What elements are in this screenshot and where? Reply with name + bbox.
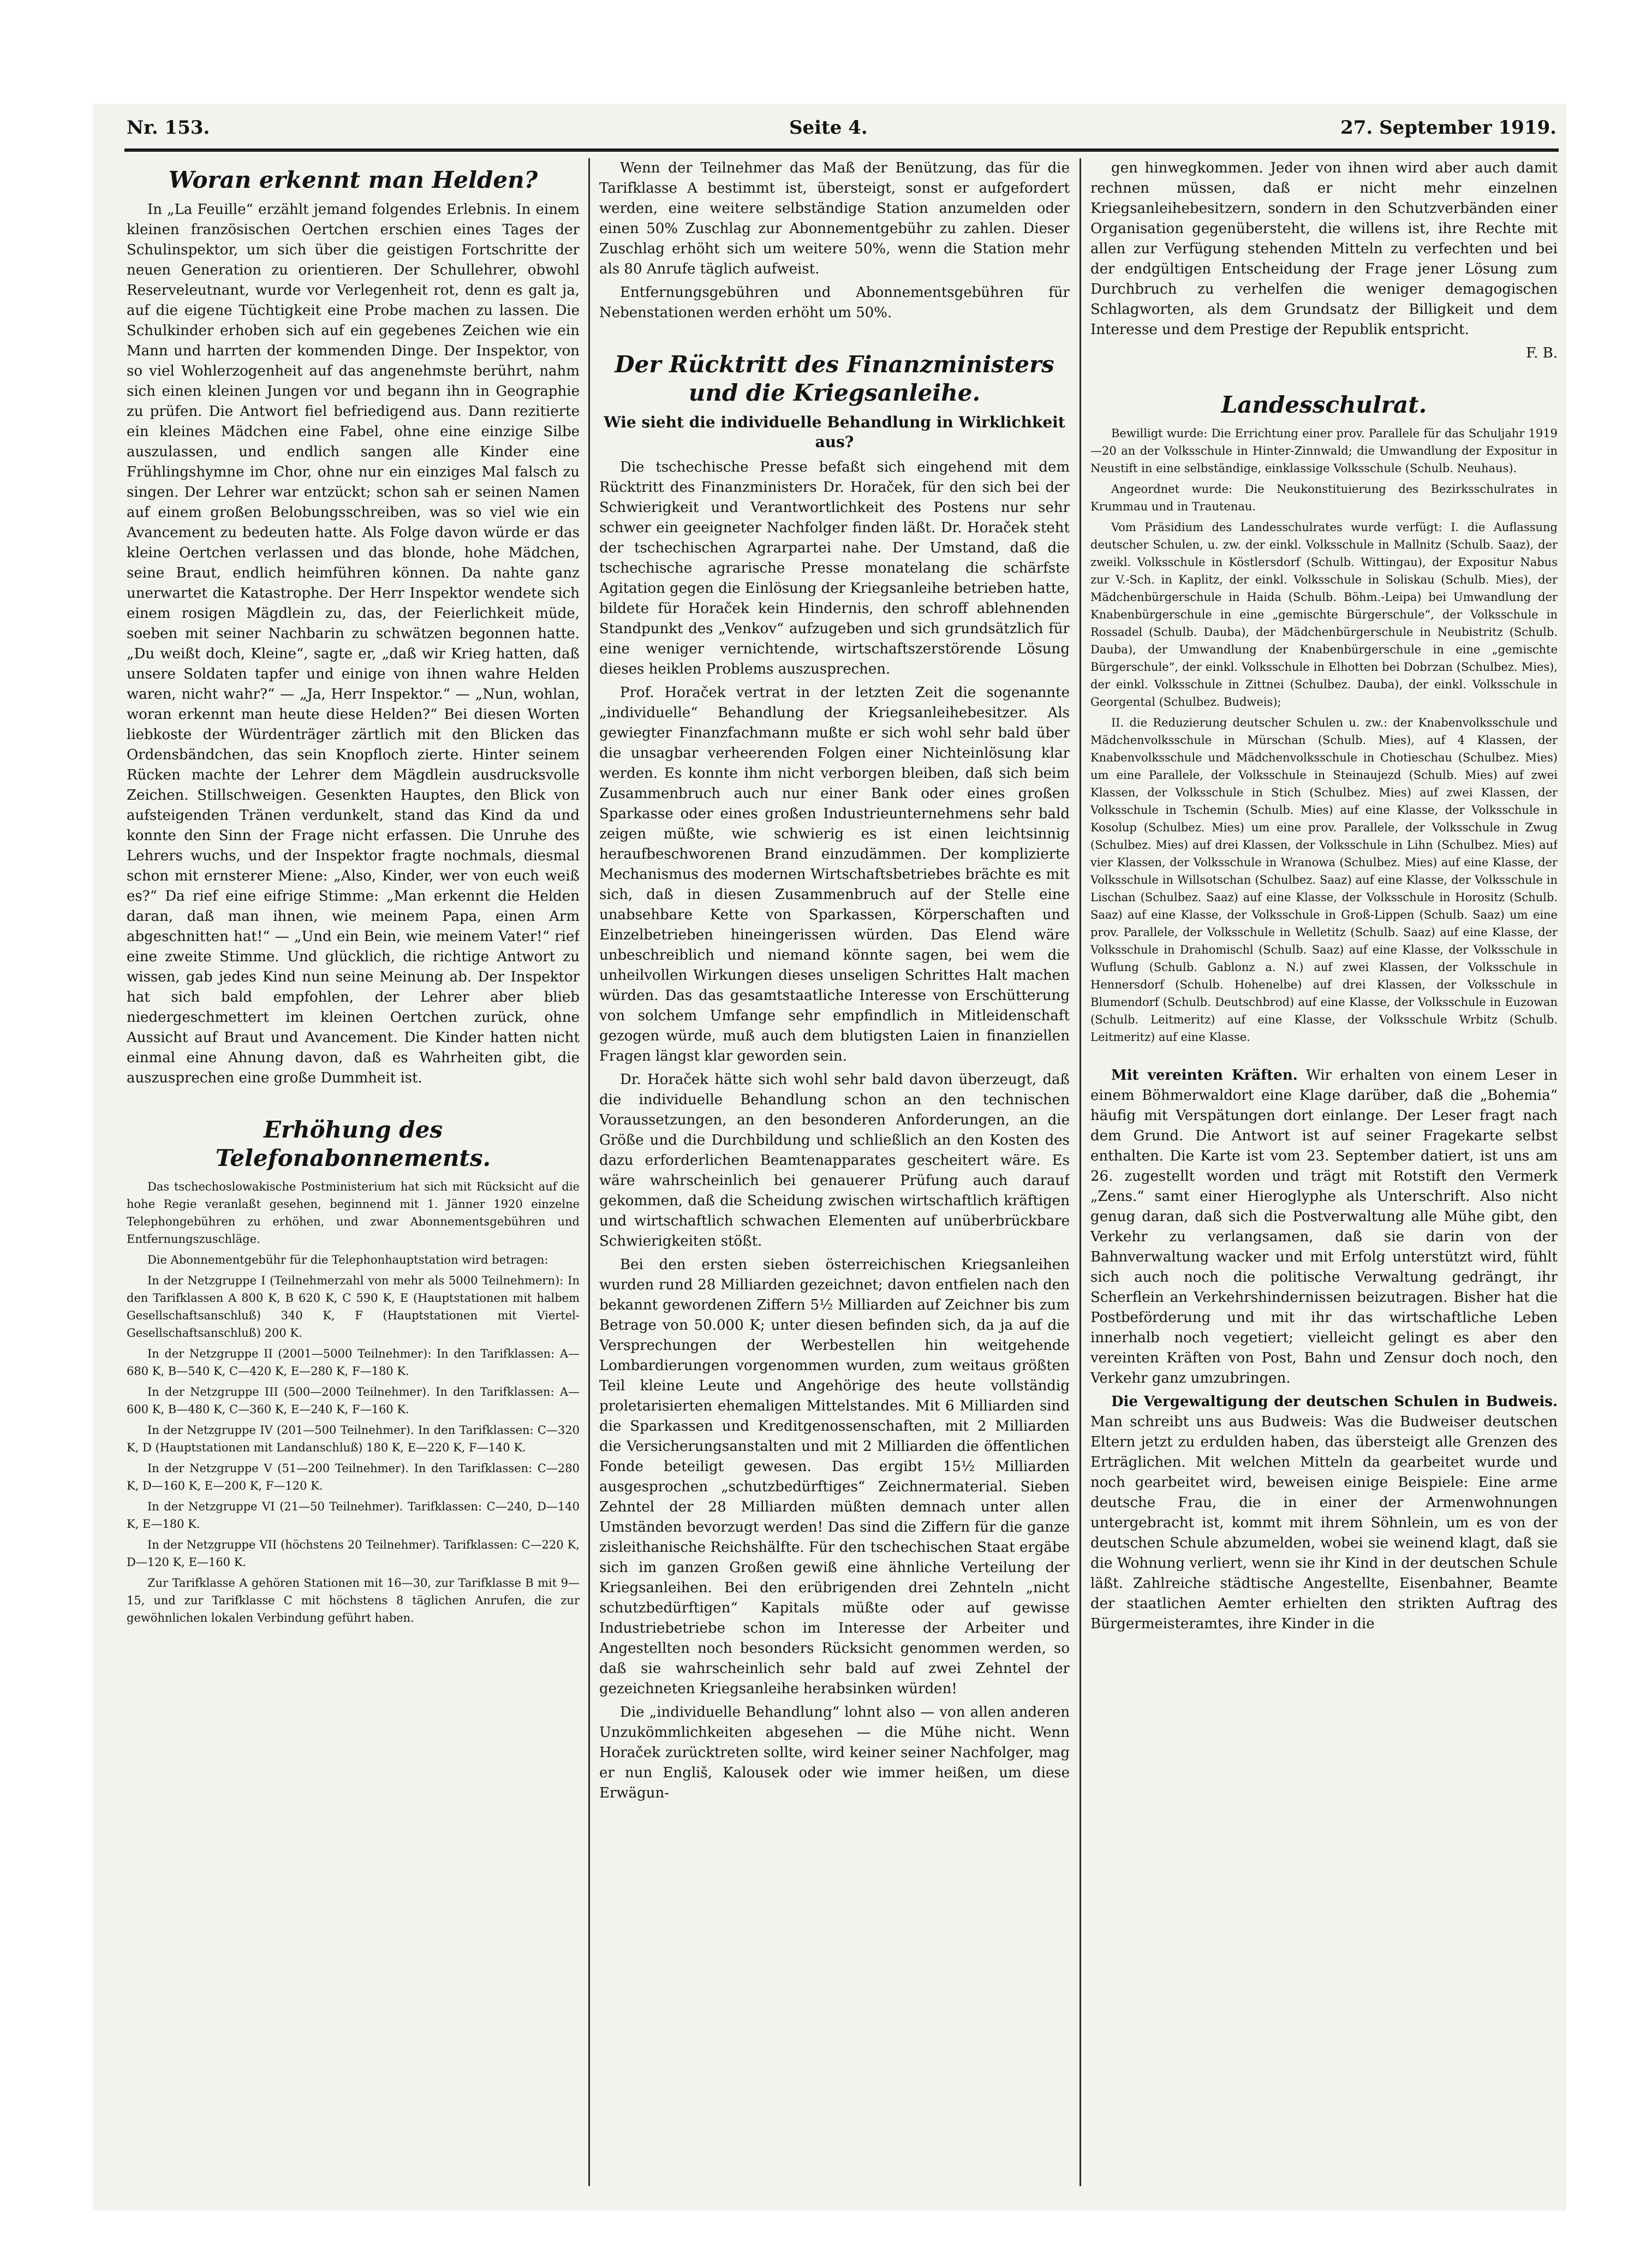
news-lead: Die Vergewaltigung der deutschen Schulen in Budweis.	[1111, 1394, 1558, 1410]
column-1	[127, 158, 580, 2186]
article-paragraph: In der Netzgruppe V (51—200 Teilnehmer). In den Tarifklassen: C—280 K, D—160 K, E—200 K, F—120 K.	[127, 1462, 580, 1492]
article-paragraph: Die Abonnementgebühr für die Telephonhauptstation wird betragen:	[147, 1253, 548, 1266]
article-paragraph: Entfernungsgebühren und Abonnementsgebühren für Nebenstationen werden erhöht um 50%.	[599, 284, 1070, 321]
article-paragraph: In der Netzgruppe VII (höchstens 20 Teilnehmer). Tarifklassen: C—220 K, D—120 K, E—160 K.	[127, 1538, 580, 1569]
article-paragraph: Die tschechische Presse befaßt sich eingehend mit dem Rücktritt des Finanzministers Dr. Horaček, für den sich bei der Schwierigkeit und Verantwortlichkeit des Postens nur sehr schwer ein geeigneter Nachfolger finden läßt. Dr. Horaček steht der tschechischen Agrarpartei nahe. Der Umstand, daß die tschechische agrarische Presse monatelang die schärfste Agitation gegen die Einlösung der Kriegsanleihe betrieben hatte, bildete für Horaček kein Hindernis, den schroff ablehnenden Standpunkt des „Venkov“ aufzugeben und sich grundsätzlich für eine weniger vernichtende, wirtschaftszerstörende Lösung dieses heiklen Problems auszusprechen.	[599, 459, 1070, 677]
article-paragraph: Bei den ersten sieben österreichischen Kriegsanleihen wurden rund 28 Milliarden gezeichnet; davon entfielen nach den bekannt gewordenen Ziffern 5½ Milliarden auf Zeichner bis zum Betrage von 50.000 K; unter diesen befinden sich, da ja auf die Versprechungen der Werbestellen hin weitgehende Lombardierungen vorgenommen wurden, zum weitaus größten Teil kleine Leute und Angehörige des heute vollständig proletarisierten ehemaligen Mittelstandes. Mit 6 Milliarden sind die Sparkassen und Kreditgenossenschaften, mit 2 Milliarden die Versicherungsanstalten und mit 2 Milliarden die öffentlichen Fonde beteiligt gewesen. Das ergibt 15½ Milliarden ausgesprochen „schutzbedürftiges“ Zeichnermaterial. Sieben Zehntel der 28 Milliarden müßten demnach unter allen Umständen bevorzugt werden! Das sind die Ziffern für die ganze zisleithanische Reichshälfte. Für den tschechischen Staat ergäbe sich im ganzen Großen gewiß eine ähnliche Verteilung der Kriegsanleihen. Bei den erübrigenden drei Zehnteln „nicht schutzbedürftigen“ Kapitals müßte oder auf gewisse Industriebetriebe schon im Interesse der Arbeiter und Angestellten noch besonders Rücksicht genommen werden, so daß sie wahrscheinlich sehr bald auf zwei Zehntel der gezeichneten Kriegsanleihe herabsinken würden!	[599, 1257, 1070, 1697]
column-2	[599, 158, 1070, 2186]
article-paragraph: Das tschechoslowakische Postministerium hat sich mit Rücksicht auf die hohe Regie veranlaßt gesehen, beginnend mit 1. Jänner 1920 einzelne Telephongebühren zu erhöhen, und zwar Abonnementsgebühren und Entfernungszuschläge.	[127, 1180, 580, 1246]
article-title: Der Rücktritt des Finanzministers und die Kriegsanleihe.	[615, 351, 1054, 406]
article-subtitle: Wie sieht die individuelle Behandlung in Wirklichkeit aus?	[604, 413, 1065, 451]
news-item	[1090, 1065, 1558, 1389]
article-paragraph: Bewilligt wurde: Die Errichtung einer prov. Parallele für das Schuljahr 1919—20 an der Volksschule in Hinter-Zinnwald; die Umwandlung der Expositur in Neustift in eine selbständige, einklassige Volksschule (Schulb. Neuhaus).	[1090, 427, 1558, 475]
column-3	[1090, 158, 1558, 2186]
news-body: Man schreibt uns aus Budweis: Was die Budweiser deutschen Eltern jetzt zu erdulden haben, das übersteigt alle Grenzen des Erträglichen. Mit welchen Mitteln da gearbeitet wurde und noch gearbeitet wird, beweisen einige Beispiele: Eine arme deutsche Frau, die in einer der Armenwohnungen untergebracht ist, kommt mit ihrem Söhnlein, um es von der deutschen Schule abzumelden, wobei sie weinend klagt, daß sie die Wohnung verliert, wenn sie ihr Kind in der deutschen Schule läßt. Zahlreiche städtische Angestellte, Eisenbahner, Beamte der staatlichen Aemter erhielten den strikten Auftrag des Bürgermeisteramtes, ihre Kinder in die	[1090, 1414, 1558, 1632]
article-paragraph: Vom Präsidium des Landesschulrates wurde verfügt: I. die Auflassung deutscher Schulen, u. zw. der einkl. Volksschule in Mallnitz (Schulb. Saaz), der zweikl. Volksschule in Köstlersdorf (Schulb. Wittingau), der Expositur Nabus zur V.-Sch. in Kaplitz, der einkl. Volksschule in Soliskau (Schulb. Mies), der Mädchenbürgerschule in Haida (Schulb. Böhm.-Leipa) bei Umwandlung der Knabenbürgerschule in eine „gemischte Bürgerschule“, der Volksschule in Rossadel (Schulb. Dauba), der Mädchenbürgerschule in Neubistritz (Schulb. Dauba), der Umwandlung der Knabenbürgerschule in eine „gemischte Bürgerschule“, der einkl. Volksschule in Elhotten bei Dobrzan (Schulbez. Mies), der einkl. Volksschule in Zittnei (Schulbez. Dauba), der einkl. Volksschule in Georgental (Schulbez. Budweis);	[1090, 521, 1558, 709]
article-paragraph: gen hinwegkommen. Jeder von ihnen wird aber auch damit rechnen müssen, daß er nicht mehr einzelnen Kriegsanleihebesitzern, sondern in den Schutzverbänden einer Organisation gegenübersteht, die willens ist, ihre Rechte mit allen zur Verfügung stehenden Mitteln zu verfechten und bei der endgültigen Entscheidung der Frage jener Lösung zum Durchbruch zu verhelfen die weniger demagogischen Schlagworten, als dem Grundsatz der Billigkeit und dem Interesse und dem Prestige der Republik entspricht.	[1090, 160, 1558, 338]
article-paragraph: Die „individuelle Behandlung“ lohnt also — von allen anderen Unzukömmlichkeiten abgesehen — die Mühe nicht. Wenn Horaček zurücktreten sollte, wird keiner seiner Nachfolger, mag er nun Engliš, Kalousek oder wie immer heißen, um diese Erwägun-	[599, 1704, 1070, 1801]
header-rule	[124, 148, 1559, 152]
author-signature: F. B.	[1526, 345, 1558, 361]
issue-number: Nr. 153.	[127, 117, 210, 139]
article-paragraph: Zur Tarifklasse A gehören Stationen mit 16—30, zur Tarifklasse B mit 9—15, und zur Tarifklasse C mit höchstens 8 täglichen Anrufen, die zur gewöhnlichen lokalen Verbindung geführt haben.	[127, 1576, 580, 1624]
article-paragraph: In der Netzgruppe III (500—2000 Teilnehmer). In den Tarifklassen: A—600 K, B—480 K, C—360 K, E—240 K, F—160 K.	[127, 1385, 580, 1416]
article-paragraph: II. die Reduzierung deutscher Schulen u. zw.: der Knabenvolksschule und Mädchenvolksschule in Mürschan (Schulb. Mies), auf 4 Klassen, der Knabenvolksschule und Mädchenvolksschule in Chotieschau (Schulbez. Mies) um eine Parallele, der Volksschule in Steinaujezd (Schulb. Mies) auf zwei Klassen, der Volksschule in Stich (Schulbez. Mies) auf zwei Klassen, der Volksschule in Tschemin (Schulb. Mies) auf eine Klasse, der Volksschule in Kosolup (Schulbez. Mies) um eine prov. Parallele, der Volksschule in Zwug (Schulbez. Mies) auf drei Klassen, der Volksschule in Lihn (Schulbez. Mies) auf vier Klassen, der Volksschule in Wranowa (Schulbez. Mies) auf eine Klasse, der Volksschule in Willsotschan (Schulbez. Saaz) auf eine Klasse, der Volksschule in Lischan (Schulbez. Saaz) auf eine Klasse, der Volksschule in Horositz (Schulb. Saaz) auf eine Klasse, der Volksschule in Groß-Lippen (Schulb. Saaz) um eine prov. Parallele, der Volksschule in Welletitz (Schulb. Saaz) auf eine Klasse, der Volksschule in Drahomischl (Schulb. Saaz) auf eine Klasse, der Volksschule in Wuflung (Schulb. Gablonz a. N.) auf zwei Klassen, der Volksschule in Hennersdorf (Schulb. Hohenelbe) auf drei Klassen, der Volksschule in Blumendorf (Schulb. Deutschbrod) auf eine Klasse, der Volksschule in Euzowan (Schulb. Leitmeritz) auf eine Klasse, der Volksschule Wrbitz (Schulb. Leitmeritz) auf eine Klasse.	[1090, 716, 1558, 1044]
article-paragraph: In der Netzgruppe IV (201—500 Teilnehmer). In den Tarifklassen: C—320 K, D (Hauptstationen mit Landanschluß) 180 K, E—220 K, F—140 K.	[127, 1424, 580, 1454]
issue-date: 27. September 1919.	[1340, 117, 1557, 139]
news-item	[1090, 1392, 1558, 1634]
page-number: Seite 4.	[789, 117, 868, 139]
article-title: Landesschulrat.	[1221, 391, 1427, 418]
article-paragraph: In „La Feuille“ erzählt jemand folgendes Erlebnis. In einem kleinen französischen Oertchen erschien eines Tages der Schulinspektor, um sich über die geistigen Fortschritte der neuen Generation zu orientieren. Der Schullehrer, obwohl Reserveleutnant, wurde vor Verlegenheit rot, denn es galt ja, auf die eigene Tüchtigkeit eine Probe machen zu lassen. Die Schulkinder erhoben sich auf ein gegebenes Zeichen wie ein Mann und harrten der kommenden Dinge. Der Inspektor, von so viel Wohlerzogenheit auf das angenehmste berührt, nahm sich einen kleinen Jungen vor und begann ihn in Geographie zu prüfen. Die Antwort fiel befriedigend aus. Dann rezitierte ein kleines Mädchen eine Fabel, ohne eine einzige Silbe auszulassen, und endlich sangen alle Kinder eine Frühlingshymne im Chor, ohne nur ein einziges Mal falsch zu singen. Der Lehrer war entzückt; schon sah er seinen Namen auf einem großen Belobungsschreiben, was so viel wie ein Avancement zu bedeuten hatte. Als Folge davon würde er das kleine Oertchen verlassen und das blonde, hohe Mädchen, seine Braut, endlich heimführen können. Da nahte ganz unerwartet die Katastrophe. Der Herr Inspektor wendete sich einem rosigen Mägdlein zu, das, der Feierlichkeit müde, soeben mit seiner Nachbarin zu schwätzen begonnen hatte. „Du weißt doch, Kleine“, sagte er, „daß wir Krieg hatten, daß unsere Soldaten tapfer und einige von ihnen wahre Helden waren, nicht wahr?“ — „Ja, Herr Inspektor.“ — „Nun, wohlan, woran erkennt man heute diese Helden?“ Bei diesen Worten liebkoste der Würdenträger zärtlich mit den Blicken das Ordensbändchen, das sein Knopfloch zierte. Hinter seinem Rücken machte der Lehrer dem Mägdlein ausdrucksvolle Zeichen. Stillschweigen. Gesenkten Hauptes, den Blick von aufsteigenden Tränen verdunkelt, stand das Kind da und konnte den Sinn der Frage nicht erfassen. Die Unruhe des Lehrers wuchs, und der Inspektor fragte nochmals, diesmal schon mit ernsterer Miene: „Also, Kinder, wer von euch weiß es?“ Da rief eine eifrige Stimme: „Man erkennt die Helden daran, daß man ihnen, wie meinem Papa, einen Arm abgeschnitten hat!“ — „Und ein Bein, wie meinem Vater!“ rief eine zweite Stimme. Und glücklich, die richtige Antwort zu wissen, gab jedes Kind nun seine Meinung ab. Der Inspektor hat sich bald empfohlen, der Lehrer aber blieb niedergeschmettert im kleinen Oertchen zurück, ohne Aussicht auf Braut und Avancement. Die Kinder hatten nicht einmal eine Ahnung davon, daß es Wahrheiten gibt, die auszusprechen eine große Dummheit ist.	[127, 201, 580, 1086]
article-title: Woran erkennt man Helden?	[168, 166, 538, 193]
page-header	[127, 117, 1557, 150]
article-paragraph: In der Netzgruppe VI (21—50 Teilnehmer). Tarifklassen: C—240, D—140 K, E—180 K.	[127, 1500, 580, 1531]
column-divider	[588, 158, 590, 2186]
news-body: Wir erhalten von einem Leser in einem Böhmerwaldort eine Klage darüber, daß die „Bohemia“ häufig mit Verspätungen dort einlange. Der Leser fragt nach dem Grund. Die Antwort ist auf seiner Fragekarte selbst enthalten. Die Karte ist vom 23. September datiert, ist uns am 26. zugestellt worden und trägt mit Rotstift den Vermerk „Zens.“ samt einer Hieroglyphe als Unterschrift. Also nicht genug daran, daß sich die Postverwaltung alle Mühe gibt, den Verkehr zu verlangsamen, daß sie darin von der Bahnverwaltung wacker und mit Erfolg unterstützt wird, fühlt sich auch noch die politische Verwaltung gedrängt, ihr Scherflein an Verkehrshindernissen beizutragen. Bisher hat die Postbeförderung und mit ihr das wirtschaftliche Leben innerhalb noch vegetiert; vielleicht gelingt es aber den vereinten Kräften von Post, Bahn und Zensur doch noch, den Verkehr ganz umzubringen.	[1090, 1067, 1558, 1386]
article-paragraph: Prof. Horaček vertrat in der letzten Zeit die sogenannte „individuelle“ Behandlung der Kriegsanleihebesitzer. Als gewiegter Finanzfachmann mußte er sich wohl sehr bald über die unsagbar verheerenden Folgen einer Nichteinlösung klar werden. Es konnte ihm nicht verborgen bleiben, daß sich beim Zusammenbruch auch nur einer Bank oder eines großen Sparkasse oder eines großen Industrieunternehmens sehr bald zeigen müßte, wie schwierig es ist einen leichtsinnig heraufbeschworenen Brand einzudämmen. Der komplizierte Mechanismus des modernen Wirtschaftsbetriebes brächte es mit sich, daß in diesen Zusammenbruch auf der Stelle eine unabsehbare Kette von Sparkassen, Körperschaften und Einzelbetrieben hineingerissen würden. Das Elend wäre unbeschreiblich und niemand könnte sagen, bei wem die unheilvollen Wirkungen dieses unseligen Schrittes Halt machen würden. Das das gesamtstaatliche Interesse von Erschütterung von solchem Umfange sehr empfindlich in Mitleidenschaft gezogen würde, muß auch dem blutigsten Laien in finanziellen Fragen längst klar geworden sein.	[599, 684, 1070, 1064]
column-divider	[1080, 158, 1081, 2186]
article-paragraph: Wenn der Teilnehmer das Maß der Benützung, das für die Tarifklasse A bestimmt ist, übersteigt, sonst er aufgefordert werden, eine weitere selbständige Station anzumelden oder einen 50% Zuschlag zur Abonnementgebühr zu zahlen. Dieser Zuschlag erhöht sich um weitere 50%, wenn die Station mehr als 80 Anrufe täglich aufweist.	[599, 160, 1070, 277]
article-paragraph: In der Netzgruppe I (Teilnehmerzahl von mehr als 5000 Teilnehmern): In den Tarifklassen A 800 K, B 620 K, C 590 K, E (Hauptstationen mit halbem Gesellschaftsanschluß) 340 K, F (Hauptstationen mit Viertel-Gesellschaftsanschluß) 200 K.	[127, 1274, 580, 1340]
article-paragraph: In der Netzgruppe II (2001—5000 Teilnehmer): In den Tarifklassen: A—680 K, B—540 K, C—420 K, E—280 K, F—180 K.	[127, 1347, 580, 1378]
article-paragraph: Angeordnet wurde: Die Neukonstituierung des Bezirksschulrates in Krummau und in Trautenau.	[1090, 483, 1558, 513]
article-paragraph: Dr. Horaček hätte sich wohl sehr bald davon überzeugt, daß die individuelle Behandlung schon an den technischen Voraussetzungen, an den besonderen Anforderungen, an die Größe und die Durchbildung und schließlich an den Kosten des dazu erforderlichen Beamtenapparates gescheitert wäre. Es wäre wahrscheinlich bei genauerer Prüfung auch darauf gekommen, daß die Scheidung zwischen wirtschaftlich kräftigen und wirtschaftlich schwachen Elementen auf unüberbrückbare Schwierigkeiten stößt.	[599, 1072, 1070, 1249]
news-lead: Mit vereinten Kräften.	[1111, 1067, 1298, 1084]
article-title: Erhöhung des Telefonabonnements.	[215, 1116, 491, 1171]
